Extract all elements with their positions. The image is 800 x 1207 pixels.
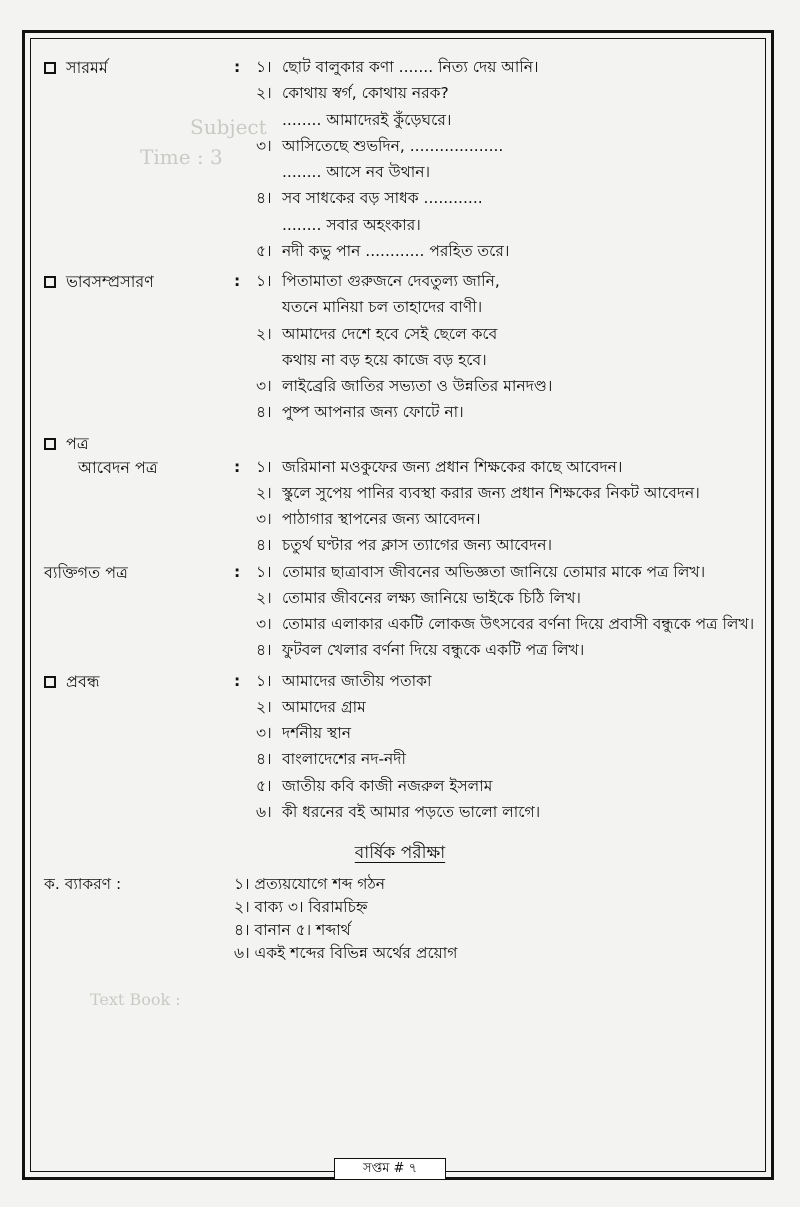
section-label: সারমর্ম [66, 58, 108, 77]
annual-exam-heading: বার্ষিক পরীক্ষা [354, 843, 446, 863]
item-number: ৩। [256, 510, 272, 528]
item-text: সব সাধকের বড় সাধক ............ [282, 189, 483, 208]
item-number: ২। [256, 324, 272, 343]
item-number: ১। [256, 58, 272, 76]
bleed-through-text: Subject [190, 115, 267, 139]
grammar-topic: ১। প্রত্যয়যোগে শব্দ গঠন [234, 874, 385, 893]
grammar-topic: ৬। একই শব্দের বিভিন্ন অর্থের প্রয়োগ [234, 944, 458, 963]
list-item [256, 240, 756, 263]
section-label: প্রবন্ধ [66, 671, 100, 691]
item-list [256, 56, 756, 266]
colon: : [234, 58, 241, 76]
item-text: আমাদের দেশে হবে সেই ছেলে কবে [282, 324, 498, 343]
list-item [256, 82, 756, 132]
item-text: তোমার ছাত্রাবাস জীবনের অভিজ্ঞতা জানিয়ে তোমার মাকে পত্র লিখ। [282, 562, 706, 581]
item-list [256, 670, 756, 828]
checkbox-icon [44, 62, 56, 74]
item-continuation: ........ আসে নব উথান। [282, 163, 431, 181]
item-text: আসিতেছে শুভদিন, ................... [282, 136, 504, 155]
item-number: ৪। [256, 641, 272, 660]
list-item [256, 456, 756, 479]
item-text: পিতামাতা গুরুজনে দেবতুল্য জানি, [282, 272, 500, 290]
list-item [256, 508, 756, 531]
list-item [256, 375, 756, 398]
item-number: ৫। [256, 776, 272, 795]
section-bhabsomprosaron [44, 270, 756, 428]
section-potro [44, 432, 756, 666]
item-continuation: যতনে মানিয়া চল তাহাদের বাণী। [282, 298, 483, 317]
item-text: আমাদের জাতীয় পতাকা [282, 671, 432, 690]
item-number: ৩। [256, 377, 272, 395]
list-item [256, 561, 756, 584]
bleed-through-text: Time : 3 [140, 145, 223, 169]
colon: : [234, 457, 241, 476]
grammar-topic: ৪। বানান ৫। শব্দার্থ [234, 921, 351, 939]
syllabus-content [44, 56, 756, 966]
item-number: ২। [256, 697, 272, 716]
item-text: দর্শনীয় স্থান [282, 724, 352, 742]
list-item [256, 722, 756, 745]
item-text: জাতীয় কবি কাজী নজরুল ইসলাম [282, 776, 493, 795]
checkbox-icon [44, 276, 56, 288]
list-item [256, 401, 756, 424]
bleed-through-text: Text Book : [90, 990, 181, 1009]
list-item [256, 587, 756, 610]
item-text: নদী কভু পান ............ পরহিত তরে। [282, 241, 510, 260]
item-number: ১। [256, 671, 272, 690]
list-item [256, 323, 756, 373]
item-list [256, 456, 756, 561]
item-text: ছোট বালুকার কণা ....... নিত্য দেয় আনি। [282, 58, 539, 76]
item-number: ১। [256, 272, 272, 290]
list-item [256, 613, 756, 636]
item-continuation: ........ আমাদেরই কুঁড়েঘরে। [282, 110, 452, 129]
list-item [256, 801, 756, 824]
item-list [256, 270, 756, 428]
item-number: ৩। [256, 724, 272, 742]
item-text: জরিমানা মওকুফের জন্য প্রধান শিক্ষকের কাছে আবেদন। [282, 457, 623, 476]
subsection-label: আবেদন পত্র [78, 457, 158, 477]
list-item [256, 696, 756, 719]
colon: : [234, 272, 241, 290]
checkbox-icon [44, 438, 56, 450]
item-number: ২। [256, 588, 272, 607]
list-item [256, 534, 756, 557]
item-text: চতুর্থ ঘণ্টার পর ক্লাস ত্যাগের জন্য আবেদন। [282, 536, 552, 555]
list-item [256, 482, 756, 505]
item-number: ৩। [256, 136, 272, 155]
section-probondho [44, 670, 756, 828]
section-saramarma [44, 56, 756, 266]
item-number: ৪। [256, 536, 272, 555]
item-number: ১। [256, 457, 272, 476]
item-number: ২। [256, 483, 272, 502]
list-item [256, 56, 756, 79]
list-item [256, 187, 756, 237]
section-grammar [44, 873, 756, 966]
page-number-badge: সপ্তম # ৭ [334, 1158, 446, 1180]
list-item [256, 639, 756, 662]
item-text: তোমার এলাকার একটি লোকজ উৎসবের বর্ণনা দিয়ে প্রবাসী বন্ধুকে পত্র লিখ। [282, 615, 755, 633]
list-item [256, 748, 756, 771]
item-continuation: কথায় না বড় হয়ে কাজে বড় হবে। [282, 350, 487, 369]
item-text: ফুটবল খেলার বর্ণনা দিয়ে বন্ধুকে একটি পত্র লিখ। [282, 641, 585, 660]
item-continuation: ........ সবার অহংকার। [282, 215, 421, 234]
item-text: কোথায় স্বর্গ, কোথায় নরক? [282, 84, 449, 103]
item-text: আমাদের গ্রাম [282, 697, 366, 716]
checkbox-icon [44, 676, 56, 688]
item-number: ২। [256, 84, 272, 103]
colon: : [234, 562, 241, 581]
item-text: তোমার জীবনের লক্ষ্য জানিয়ে ভাইকে চিঠি লিখ। [282, 588, 581, 607]
list-item [256, 670, 756, 693]
item-list [234, 873, 756, 966]
item-list [256, 561, 756, 666]
item-number: ৪। [256, 403, 272, 422]
list-item [256, 135, 756, 185]
item-number: ৩। [256, 615, 272, 633]
item-text: লাইব্রেরি জাতির সভ্যতা ও উন্নতির মানদণ্ড। [282, 377, 553, 395]
item-text: কী ধরনের বই আমার পড়তে ভালো লাগে। [282, 802, 541, 821]
item-text: বাংলাদেশের নদ-নদী [282, 750, 406, 769]
subsection-label: ব্যক্তিগত পত্র [44, 562, 128, 582]
colon: : [234, 671, 241, 690]
item-number: ১। [256, 562, 272, 581]
item-number: ৬। [256, 802, 272, 821]
item-text: স্কুলে সুপেয় পানির ব্যবস্থা করার জন্য প্রধান শিক্ষকের নিকট আবেদন। [282, 483, 700, 502]
section-label: পত্র [66, 433, 89, 453]
item-number: ৪। [256, 189, 272, 208]
grammar-topic: ২। বাক্য ৩। বিরামচিহ্ন [234, 897, 368, 916]
item-number: ৫। [256, 241, 272, 260]
item-text: পুষ্প আপনার জন্য ফোটে না। [282, 403, 464, 422]
section-label: ভাবসম্প্রসারণ [66, 272, 154, 291]
item-text: পাঠাগার স্থাপনের জন্য আবেদন। [282, 510, 481, 528]
grammar-label: ক. ব্যাকরণ : [44, 874, 122, 893]
item-number: ৪। [256, 750, 272, 769]
list-item [256, 270, 756, 320]
list-item [256, 775, 756, 798]
